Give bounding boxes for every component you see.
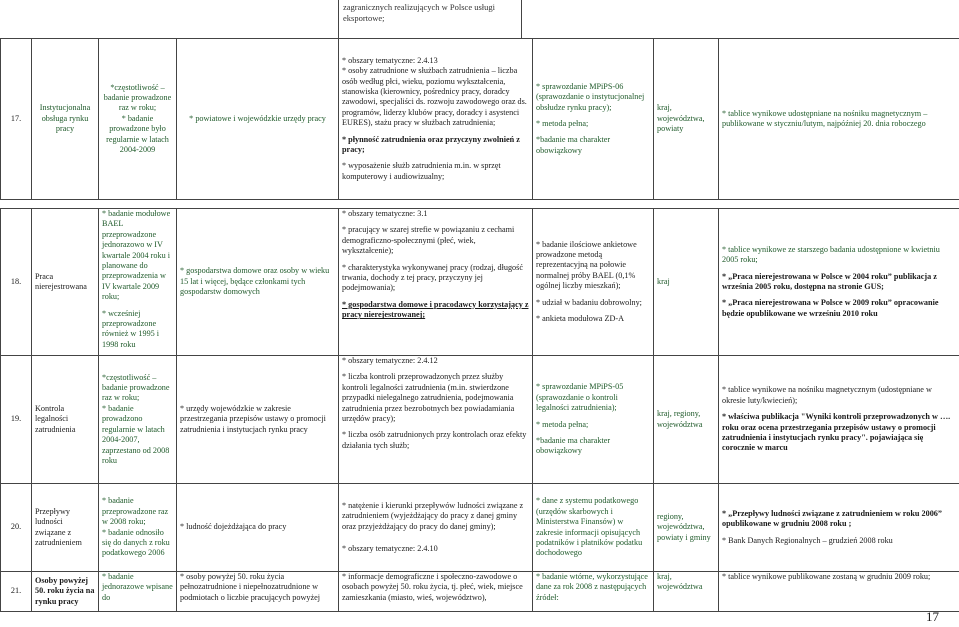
row-20-freq-a: * badanie przeprowadzone raz w 2008 roku; <box>102 496 169 527</box>
row-17-freq-b: * badanie prowadzone było regularnie w latach 2004-2009 <box>106 113 169 155</box>
row-20-pub-2: * Bank Danych Regionalnych – grudzień 2008 roku <box>722 535 893 545</box>
row-18-level: kraj <box>654 209 719 356</box>
row-19-subjects: * urzędy wojewódzkie w zakresie przestrzegania przepisów ustawy o promocji zatrudnienia i instytucjach rynku pracy <box>177 356 339 484</box>
row-20-title: Przepływy ludności związane z zatrudnieniem <box>32 484 99 572</box>
page-number: 17 <box>926 609 939 624</box>
row-18-scope-3: * charakterystyka wykonywanej pracy (rodzaj, długość trwania, dochody z tej pracy, przyczyny jej podejmowania); <box>342 262 523 293</box>
row-17-method <box>533 39 654 200</box>
row-21-method: * badanie wtórne, wykorzystujące dane za rok 2008 z następujących źródeł: <box>533 572 654 612</box>
row-19-freq-a: *częstotliwość – badanie prowadzone raz w roku; <box>102 372 170 403</box>
row-17-pub-1: * tablice wynikowe udostępniane na nośniku magnetycznym – publikowane w styczniu/lutym, najpóźniej 20. dnia roboczego <box>722 108 928 128</box>
row-17 <box>0 38 959 200</box>
row-19-frequency <box>99 356 177 484</box>
row-20-scope-1: * natężenie i kierunki przepływów ludności związane z zatrudnieniem (wyjeżdżający do pracy z danej gminy oraz przyjeżdżający do pracy do danej gminy); <box>342 500 524 531</box>
row-20 <box>1 484 959 572</box>
row-18-freq-a: * badanie modułowe BAEL przeprowadzone jednorazowo w IV kwartale 2004 roku i planowane do przeprowadzenia w IV kwartale 2009 roku; <box>102 209 171 302</box>
row-21-scope: * informacje demograficzne i społeczno-zawodowe o osobach powyżej 50. roku życia, tj. płeć, wiek, miejsce zamieszkania (miasto, wieś, województwo), <box>339 572 533 612</box>
row-19-method-2: * metoda pełna; <box>536 419 589 429</box>
row-20-subjects: * ludność dojeżdżająca do pracy <box>177 484 339 572</box>
row-19-method-3: *badanie ma charakter obowiązkowy <box>536 435 611 456</box>
row-18-method <box>533 209 654 356</box>
row-21-subjects: * osoby powyżej 50. roku życia pełnozatrudnione i niepełnozatrudnione w podmiotach o liczbie pracujących powyżej <box>177 572 339 612</box>
row-20-scope-2: * obszary tematyczne: 2.4.10 <box>342 543 438 553</box>
top-continuation-cell <box>338 0 522 38</box>
row-19-scope-2: * liczba kontroli przeprowadzonych przez służby kontroli legalności zatrudnienia (m.in. stwierdzone przypadki nielegalnego zatrudnienia, podejmowania zatrudnienia przez bezrobotnych bez powiadamiania urzędów pracy); <box>342 372 515 424</box>
row-20-publications <box>719 484 959 572</box>
row-20-scope <box>339 484 533 572</box>
row-21-number: 21. <box>1 572 32 612</box>
row-19-number: 19. <box>1 356 32 484</box>
row-18-freq-b: * wcześniej przeprowadzone również w 1995 i 1998 roku <box>102 308 160 349</box>
row-18-method-3: * ankieta modułowa ZD-A <box>536 314 624 324</box>
row-18-subjects: * gospodarstwa domowe oraz osoby w wieku 15 lat i więcej, będące członkami tych gospodarstw domowych <box>177 209 339 356</box>
row-17-subjects: * powiatowe i wojewódzkie urzędy pracy <box>177 39 339 200</box>
row-17-scope-4: * wyposażenie służb zatrudnienia m.in. w sprzęt komputerowy i audiowizualny; <box>342 161 501 181</box>
row-18-frequency <box>99 209 177 356</box>
row-19-scope-3: * liczba osób zatrudnionych przy kontrolach oraz efekty działania tych służb; <box>342 430 527 450</box>
row-21-publications: * tablice wynikowe publikowane zostaną w grudniu 2009 roku; <box>719 572 959 612</box>
row-20-frequency <box>99 484 177 572</box>
row-21-level: kraj, województwa <box>654 572 719 612</box>
row-20-pub-1: * „Przepływy ludności związane z zatrudnieniem w roku 2006” opublikowane w grudniu 2008 roku ; <box>722 508 942 529</box>
row-18-publications <box>719 209 959 356</box>
row-17-method-2: * metoda pełna; <box>536 119 589 128</box>
row-17-publications <box>719 39 959 200</box>
row-19-method-1: * sprawozdanie MPiPS-05 (sprawozdanie o kontroli legalności zatrudnienia); <box>536 382 624 413</box>
row-19-scope-1: * obszary tematyczne: 2.4.12 <box>342 356 438 365</box>
row-21 <box>1 572 959 612</box>
row-18-scope-1: * obszary tematyczne: 3.1 <box>342 209 428 218</box>
row-18-scope-2: * pracujący w szarej strefie w powiązaniu z cechami demograficzno-społecznymi (płeć, wiek, wykształcenie); <box>342 225 515 256</box>
row-17-frequency <box>99 39 177 200</box>
row-18 <box>1 209 959 356</box>
row-17-freq-a: *częstotliwość – badanie prowadzone raz w roku; <box>103 82 172 113</box>
row-20-freq-b: * badanie odnosiło się do danych z roku podatkowego 2006 <box>102 527 170 558</box>
row-19 <box>1 356 959 484</box>
row-17-title: Instytucjonalna obsługa rynku pracy <box>32 39 99 200</box>
row-19-publications <box>719 356 959 484</box>
row-18-pub-1: * tablice wynikowe ze starszego badania udostępnione w kwietniu 2005 roku; <box>722 244 940 265</box>
row-17-scope <box>339 39 533 200</box>
row-18-method-1: * badanie ilościowe ankietowe prowadzone metodą reprezentacyjną na połowie normalnej próby BAEL (0,1% ogólnej liczby mieszkań); <box>536 239 637 291</box>
row-17-scope-1: * obszary tematyczne: 2.4.13 <box>342 55 438 65</box>
row-18-pub-3: * „Praca nierejestrowana w Polsce w 2009 roku” opracowanie będzie opublikowane we wrześniu 2010 roku <box>722 298 939 318</box>
row-17-scope-3: * płynność zatrudnienia oraz przyczyny zwolnień z pracy; <box>342 134 520 155</box>
row-19-scope <box>339 356 533 484</box>
row-19-freq-b: * badanie prowadzono regularnie w latach 2004-2007, zaprzestano od 2008 roku <box>102 403 170 465</box>
top-continuation-text: zagranicznych realizujących w Polsce usługi eksportowe; <box>343 2 495 23</box>
row-21-freq-a: * badanie jednorazowe wpisane do <box>102 572 173 602</box>
row-19-pub-1: * tablice wynikowe na nośniku magnetycznym (udostępniane w okresie luty/kwiecień); <box>722 385 932 405</box>
row-20-level: regiony, województwa, powiaty i gminy <box>654 484 719 572</box>
row-17-method-1: * sprawozdanie MPiPS-06 (sprawozdanie o instytucjonalnej obsłudze rynku pracy); <box>536 81 645 112</box>
row-17-number: 17. <box>1 39 32 200</box>
row-18-scope <box>339 209 533 356</box>
row-19-pub-2: * właściwa publikacja "Wyniki kontroli przeprowadzonych w …. roku oraz ocena przestrzegania przepisów ustawy o promocji zatrudnienia i instytucjach rynku pracy". pojawiająca się corocznie w marcu <box>722 412 951 453</box>
row-18-number: 18. <box>1 209 32 356</box>
row-21-frequency <box>99 572 177 612</box>
row-21-title: Osoby powyżej 50. roku życia na rynku pracy <box>32 572 99 612</box>
rows-18-21 <box>0 208 959 612</box>
row-17-level: kraj, województwa, powiaty <box>654 39 719 200</box>
row-19-method <box>533 356 654 484</box>
row-18-title: Praca nierejestrowana <box>32 209 99 356</box>
row-18-scope-4: * gospodarstwa domowe i pracodawcy korzystający z pracy nierejestrowanej; <box>342 299 529 320</box>
row-19-title: Kontrola legalności zatrudnienia <box>32 356 99 484</box>
row-17-scope-2: * osoby zatrudnione w służbach zatrudnienia – liczba osób według płci, wieku, poziomu wykształcenia, stanowiska (kierownicy, pośrednicy pracy, doradcy zawodowi, specjaliści ds. rozwoju zawodowego oraz ds. programów, liderzy klubów pracy, doradcy i asystenci EURES), stażu pracy w służbach zatrudnienia; <box>342 66 527 128</box>
row-18-pub-2: * „Praca nierejestrowana w Polsce w 2004 roku” publikacja z września 2005 roku, dostępna na stronie GUS; <box>722 271 937 291</box>
row-20-method: * dane z systemu podatkowego (urzędów skarbowych i Ministerstwa Finansów) w zakresie informacji opisujących podatników i płatników podatku dochodowego <box>533 484 654 572</box>
row-18-method-2: * udział w badaniu dobrowolny; <box>536 297 642 307</box>
row-17-method-3: *badanie ma charakter obowiązkowy <box>536 135 611 155</box>
row-20-number: 20. <box>1 484 32 572</box>
row-19-level: kraj, regiony, województwa <box>654 356 719 484</box>
